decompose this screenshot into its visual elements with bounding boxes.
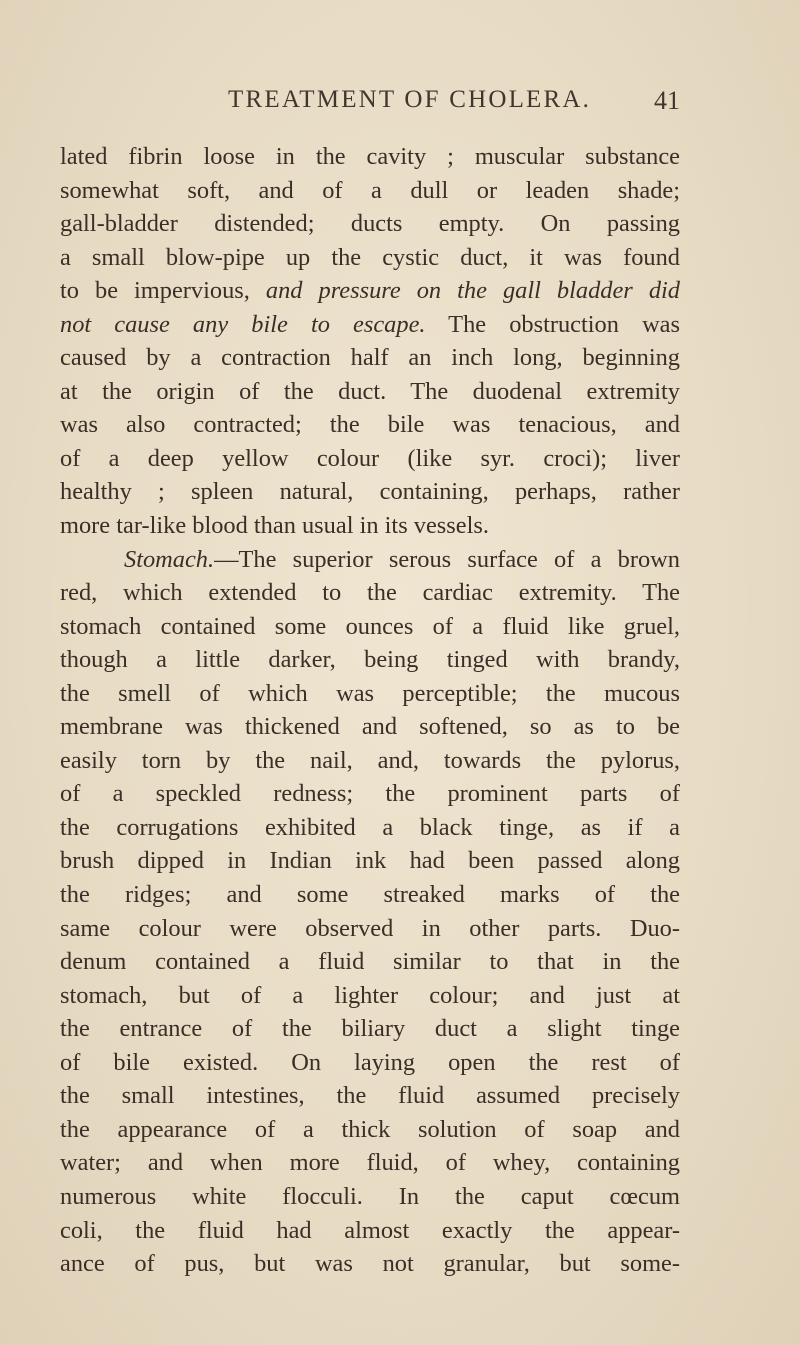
text-line: denum contained a fluid similar to that in the — [60, 948, 680, 976]
text-line: somewhat soft, and of a dull or leaden shade; — [60, 176, 680, 204]
text-line: water; and when more fluid, of whey, containing — [60, 1149, 680, 1177]
text-line: membrane was thickened and softened, so as to be — [60, 713, 680, 741]
text-line: the small intestines, the fluid assumed precisely — [60, 1082, 680, 1110]
body-text — [60, 140, 680, 1281]
text-line: coli, the fluid had almost exactly the appear- — [60, 1216, 680, 1244]
text-line: gall-bladder distended; ducts empty. On passing — [60, 210, 680, 238]
text-line: red, which extended to the cardiac extremity. The — [60, 579, 680, 607]
text-line: of a speckled redness; the prominent parts of — [60, 780, 680, 808]
text-line: easily torn by the nail, and, towards the pylorus, — [60, 746, 680, 774]
text-line: to be impervious, and pressure on the gall bladder did — [60, 277, 680, 305]
text-line: more tar-like blood than usual in its vessels. — [60, 512, 489, 540]
text-line: healthy ; spleen natural, containing, perhaps, rather — [60, 478, 680, 506]
text-line: same colour were observed in other parts. Duo- — [60, 914, 680, 942]
italic-text: Stomach. — [124, 545, 215, 573]
text-line: stomach, but of a lighter colour; and just at — [60, 981, 680, 1009]
text-line: numerous white flocculi. In the caput cœcum — [60, 1182, 680, 1210]
text-line: not cause any bile to escape. The obstruction was — [60, 310, 680, 338]
text-line: lated fibrin loose in the cavity ; muscular substance — [60, 143, 680, 170]
text-line: ance of pus, but was not granular, but some- — [60, 1250, 680, 1278]
text-line: though a little darker, being tinged with brandy, — [60, 646, 680, 674]
text-line: the entrance of the biliary duct a slight tinge — [60, 1015, 680, 1043]
running-title: TREATMENT OF CHOLERA. — [228, 86, 592, 113]
text-line: the ridges; and some streaked marks of the — [60, 881, 680, 909]
text-line: of bile existed. On laying open the rest of — [60, 1048, 680, 1076]
running-head — [60, 86, 680, 126]
italic-text: and pressure on the gall bladder did — [265, 277, 680, 305]
text-line: caused by a contraction half an inch long, beginning — [60, 344, 680, 372]
text-line: stomach contained some ounces of a fluid like gruel, — [60, 612, 680, 640]
text-line: Stomach.—The superior serous surface of a brown — [124, 545, 680, 573]
text-line: of a deep yellow colour (like syr. croci); liver — [60, 444, 680, 472]
text-line: the appearance of a thick solution of soap and — [60, 1115, 680, 1143]
text-line: the corrugations exhibited a black tinge, as if a — [60, 813, 680, 841]
italic-text: not cause any bile to escape. — [60, 310, 426, 338]
text-line: at the origin of the duct. The duodenal extremity — [60, 377, 680, 405]
text-line: a small blow-pipe up the cystic duct, it was found — [60, 243, 680, 271]
text-line: the smell of which was perceptible; the mucous — [60, 679, 680, 707]
text-line: was also contracted; the bile was tenacious, and — [60, 411, 680, 439]
page-number: 41 — [654, 86, 680, 115]
text-line: brush dipped in Indian ink had been passed along — [60, 847, 680, 875]
